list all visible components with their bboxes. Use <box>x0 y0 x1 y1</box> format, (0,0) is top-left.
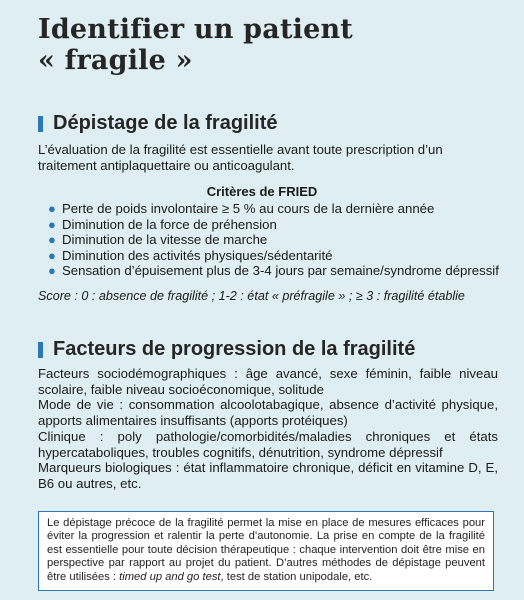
bullet-icon: ● <box>48 232 56 247</box>
section-marker-bar <box>38 342 43 358</box>
section-heading-facteurs <box>38 338 415 361</box>
bullet-icon: ● <box>48 247 56 263</box>
bullet-icon: ● <box>48 263 56 278</box>
criteria-title: Critères de FRIED <box>206 184 318 199</box>
section-marker-bar <box>38 116 43 132</box>
title-line-2: « fragile » <box>38 45 193 76</box>
summary-text: Le dépistage précoce de la fragilité permet la mise en place de mesures efficaces pour éviter la progression et ralentir la perte d’autonomie. La prise en compte de la fragilité est essentielle pour toute décision thérapeutique : chaque intervention doit être mise en perspective par rapport au projet du patient. D’autres méthodes de dépistage peuvent être utilisées : <box>47 517 485 583</box>
list-item: ● Diminution de la vitesse de marche <box>48 232 268 247</box>
list-item: ● Diminution de la force de préhension <box>48 216 277 232</box>
list-item: ● Sensation d’épuisement plus de 3-4 jours par semaine/syndrome dépressif <box>48 263 499 278</box>
title-line-1: Identifier un patient <box>38 14 353 45</box>
summary-box <box>38 511 494 591</box>
list-item: ● Perte de poids involontaire ≥ 5 % au cours de la dernière année <box>48 201 435 216</box>
section-heading-depistage <box>38 112 278 135</box>
section-heading-text: Facteurs de progression de la fragilité <box>53 338 416 360</box>
page-title <box>38 14 353 76</box>
list-item: ● Diminution des activités physiques/sédentarité <box>48 247 333 263</box>
factor-paragraph: Marqueurs biologiques : état inflammatoire chronique, déficit en vitamine D, E, B6 ou autres, etc. <box>38 460 498 491</box>
bullet-icon: ● <box>48 216 56 232</box>
intro-paragraph: L’évaluation de la fragilité est essentielle avant toute prescription d’un traitement antiplaquettaire ou anticoagulant. <box>38 142 443 173</box>
criteria-list <box>48 201 499 279</box>
summary-text-end: , test de station unipodale, etc. <box>220 570 373 583</box>
summary-italic-text: timed up and go test <box>119 570 221 583</box>
factor-paragraph: Facteurs sociodémographiques : âge avancé, sexe féminin, faible niveau scolaire, faible niveau socioéconomique, solitude <box>38 366 498 397</box>
factors-list <box>38 366 498 492</box>
score-line: Score : 0 : absence de fragilité ; 1-2 : état « préfragile » ; ≥ 3 : fragilité établie <box>38 289 465 303</box>
factor-paragraph: Clinique : poly pathologie/comorbidités/maladies chroniques et états hypercataboliques, troubles cognitifs, dénutrition, syndrome dépressif <box>38 428 498 460</box>
section-heading-text: Dépistage de la fragilité <box>53 112 278 134</box>
bullet-icon: ● <box>48 201 56 216</box>
factor-paragraph: Mode de vie : consommation alcoolotabagique, absence d’activité physique, apports alimentaires insuffisants (apports protéiques) <box>38 397 498 429</box>
